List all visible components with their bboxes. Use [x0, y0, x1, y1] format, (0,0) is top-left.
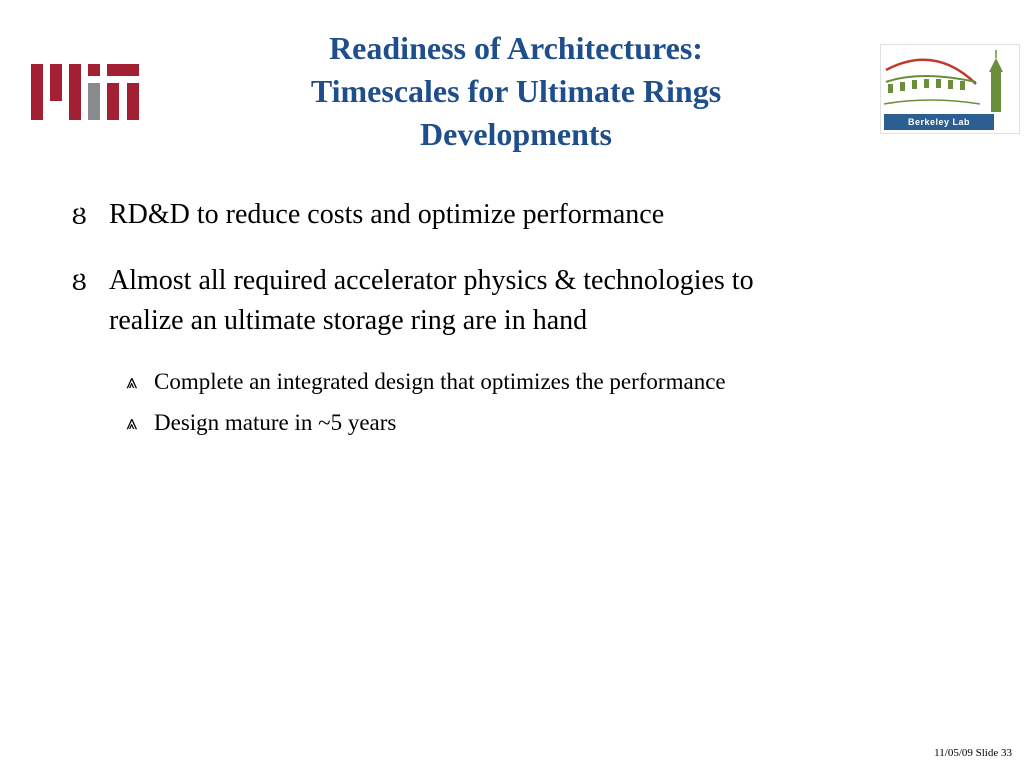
- bullet-2-text-line-2: realize an ultimate storage ring are in hand: [109, 305, 588, 336]
- berkeley-lab-label: Berkeley Lab: [884, 114, 994, 130]
- title-line-2: Timescales for Ultimate Rings: [310, 73, 722, 109]
- sub-bullet-1-text: Complete an integrated design that optimizes the performance: [154, 369, 726, 394]
- bullet-marker-icon: Ȣ: [72, 204, 87, 230]
- bullet-1-text: RD&D to reduce costs and optimize performance: [109, 199, 665, 230]
- bullet-2: [72, 261, 932, 341]
- bullet-marker-icon: Ȣ: [72, 270, 87, 296]
- sub-bullet-1: [126, 367, 926, 397]
- sub-bullet-2: [126, 408, 926, 438]
- mit-logo: [31, 64, 139, 120]
- sub-bullet-marker-icon: ⩓: [126, 371, 138, 393]
- slide-title: [210, 27, 822, 156]
- title-line-3: Developments: [420, 116, 612, 152]
- berkeley-lab-logo: [880, 44, 1020, 134]
- sub-bullet-2-text: Design mature in ~5 years: [154, 410, 397, 435]
- bullet-2-text-line-1: Almost all required accelerator physics & technologies to: [109, 265, 754, 296]
- sub-bullet-marker-icon: ⩓: [126, 412, 138, 434]
- bullet-1: [72, 195, 932, 235]
- title-line-1: Readiness of Architectures:: [329, 30, 703, 66]
- slide-footer: 11/05/09 Slide 33: [934, 747, 1012, 759]
- mit-logo-graphic: [31, 64, 139, 120]
